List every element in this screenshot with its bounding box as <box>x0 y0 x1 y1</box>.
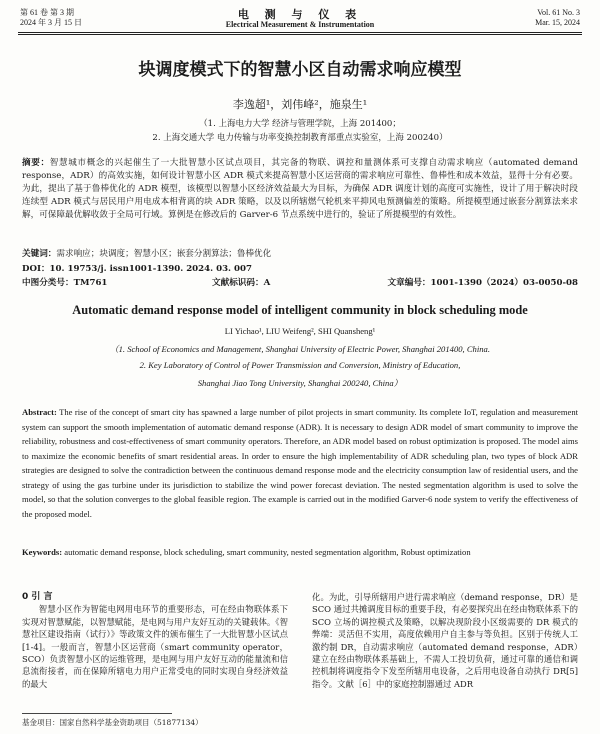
clc-number: 中图分类号：TM761 <box>22 278 108 288</box>
publish-date: 2024 年 3 月 15 日 <box>20 18 82 27</box>
affiliation-zh-1: （1. 上海电力大学 经济与管理学院，上海 201400； <box>199 119 401 129</box>
abstract-en-text: The rise of the concept of smart city has spawned a large number of pilot projects in smart community. Its complete IoT, regulation and measurement system can support the smooth implementation of automatic demand response (ADR). It is necessary to design ADR model of smart community to improve the reliability, robustness and cost-effectiveness of smart community operators. Therefore, an ADR model based on robust optimization is proposed. The model aims to maximize the economic benefits of smart residential areas. In order to ensure the high implementability of ADR scheduling plan, two types of block ADR strategies are designed to solve the contradiction between the continuous demand response mode and the electricity consumption law of residential users, and the strategy of using the gas turbine under its jurisdiction to stabilize the wind power forecast deviation. The nested segmentation algorithm is used to solve the model, so that the solution converges to the global feasible region. The example is carried out in the modified Garver-6 node system to verify the effectiveness of the proposed model. <box>22 407 578 519</box>
page-title-zh: 块调度模式下的智慧小区自动需求响应模型 <box>138 60 462 80</box>
abstract-zh <box>22 157 578 222</box>
keywords-en <box>22 546 578 560</box>
document-code: 文献标识码：A <box>212 278 271 288</box>
funding-note: 基金项目：国家自然科学基金资助项目（51877134） <box>22 718 203 727</box>
authors-en: LI Yichao¹, LIU Weifeng², SHI Quansheng¹ <box>224 326 376 336</box>
authors-zh: 李逸超¹，刘伟峰²，施泉生¹ <box>232 98 368 111</box>
affiliation-en-3: Shanghai Jiao Tong University, Shanghai 200240, China） <box>197 378 403 388</box>
affiliation-en-1: （1. School of Economics and Management, Shanghai University of Electric Power, Shanghai 201400, China. <box>110 344 490 354</box>
abstract-en-label: Abstract: <box>22 407 57 417</box>
keywords-zh-label: 关键词： <box>22 249 57 259</box>
volume-issue-en: Vol. 61 No. 3 <box>537 8 580 17</box>
keywords-zh-text: 需求响应；块调度；智慧小区；嵌套分割算法；鲁棒优化 <box>56 249 272 259</box>
body-paragraph-left: 智慧小区作为智能电网用电环节的重要形态，可在经由物联体系下实现对智慧赋能，以智慧赋能，是电网与用户友好互动的关键载体。《智慧社区建设指南（试行）》等政策文件的颁布催生了一大批智慧小区试点[1-4]。一般而言，智慧小区运营商（smart community operator，SCO）负责智慧小区的运维管理，是电网与用户友好互动的能量流和信息流衔接者，而在保障所辖电力用户正常受电的同时实现自身经济效益的最大 <box>22 604 288 689</box>
keywords-en-text: automatic demand response, block scheduling, smart community, nested segmentation algorithm, Robust optimization <box>62 547 471 557</box>
article-number: 文章编号：1001-1390（2024）03-0050-08 <box>387 278 578 288</box>
section-heading: 0 引 言 <box>22 592 53 602</box>
abstract-en <box>22 405 578 521</box>
header-rule <box>18 32 582 33</box>
affiliation-en-2: 2. Key Laboratory of Control of Power Transmission and Conversion, Ministry of Education, <box>139 360 461 370</box>
keywords-zh <box>22 248 578 261</box>
volume-issue: 第 61 卷 第 3 期 <box>20 8 74 17</box>
body-column-right: 化。为此，引导所辖用户进行需求响应（demand response，DR）是 SCO 通过共摊调度目标的重要手段，有必要探究出在经由物联体系下的 SCO 立场的调控模式及策略，以解决现阶段小区级需要的 DR 模式的弊端：灵活但不实用，高度依赖用户自主参与等负担。区别于传统人工激约制 DR，自动需求响应（automated demand response，ADR）建立在经由物联体系基础上，不需人工投切负荷，通过可靠的通信和调控机制将调度指令下发至所辖用电设备，之后用电设备自动执行 DR[5]指令。文献［6］中的家庭控制器通过 ADR <box>312 592 578 689</box>
affiliation-zh-2: 2. 上海交通大学 电力传输与功率变换控制教育部重点实验室，上海 200240） <box>152 133 448 143</box>
page-title-en: Automatic demand response model of intelligent community in block scheduling mode <box>72 303 528 317</box>
body-column-left <box>22 591 288 690</box>
publish-date-en: Mar. 15, 2024 <box>535 18 580 27</box>
abstract-zh-label: 摘要： <box>22 158 50 168</box>
abstract-zh-text: 智慧城市概念的兴起催生了一大批智慧小区试点项目，其完备的物联、调控和量测体系可支撑自动需求响应（automated demand response，ADR）的高效实施，如何设计智慧小区 ADR 模式来提高智慧小区运营商的需求响应可靠性、鲁棒性和成本效益，显得十分有必要。为此，提出了基于鲁棒优化的 ADR 模型，该模型以智慧小区经济效益最大为目标，为确保 ADR 调度计划的高度可实施性，设计了用于解决时段连续型 ADR 模式与居民用户用电成本相背离的块 ADR 策略，以及以所辖燃气轮机来平抑风电预测偏差的策略。所提模型通过嵌套分割算法来求解，可保障最优解收敛于全局可行域。算例是在修改后的 Garver-6 节点系统中进行的，验证了所提模型的有效性。 <box>22 158 578 220</box>
header-rule-2 <box>18 34 582 35</box>
header-right <box>535 8 580 28</box>
journal-name-zh: 电 测 与 仪 表 <box>237 8 363 21</box>
journal-name-en: Electrical Measurement & Instrumentation <box>225 20 375 29</box>
doi: DOI：10. 19753/j. issn1001-1390. 2024. 03. 007 <box>22 264 252 274</box>
footnote-rule <box>22 713 172 714</box>
keywords-en-label: Keywords: <box>22 547 63 557</box>
